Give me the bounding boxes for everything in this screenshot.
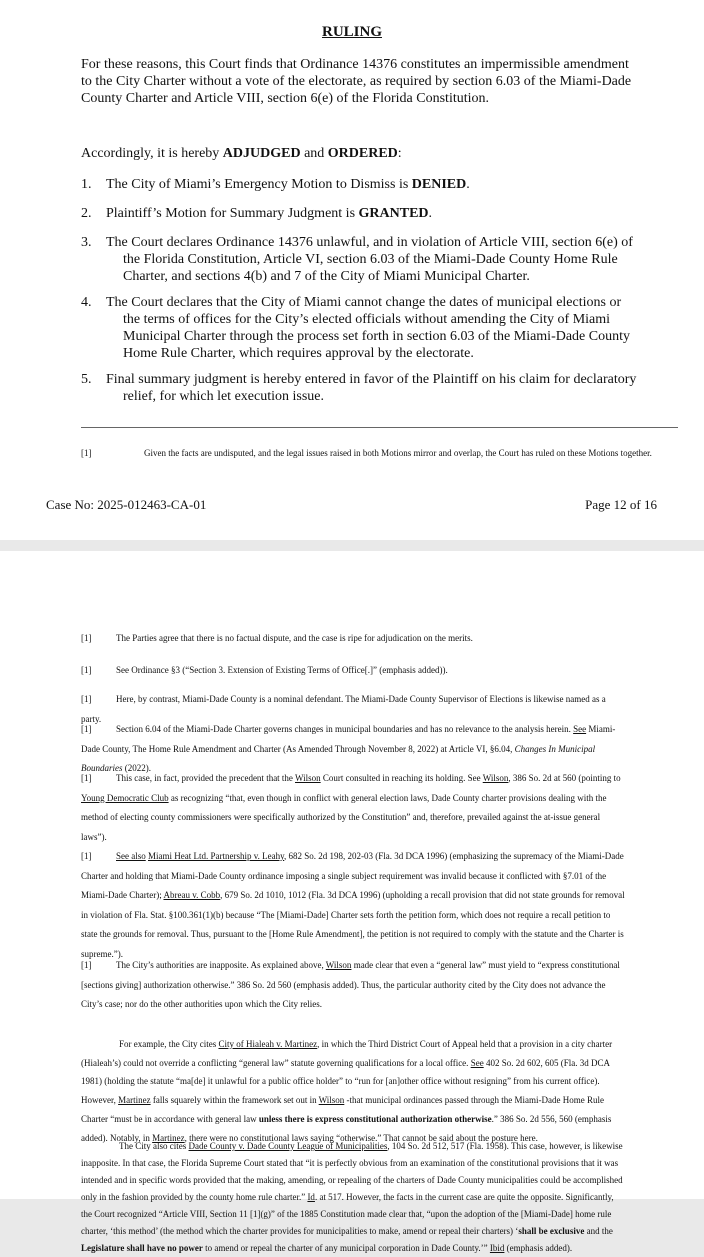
order-item-1: 1. The City of Miami’s Emergency Motion to Dismiss is DENIED. — [81, 177, 470, 192]
footnote-4: [1] Section 6.04 of the Miami-Dade Charter governs changes in municipal boundaries and has no relevance to the analysis herein. See Miami-Dade County, The Home Rule Amendment and Charter (As Amended Through November 8, 2022) at Article VI, §6.04, Changes In Municipal Boundaries (2022). — [81, 724, 616, 773]
footnote: [1] Given the facts are undisputed, and the legal issues raised in both Motions mirror and overlap, the Court has ruled on these Motions together. — [81, 448, 652, 458]
case-number: Case No: 2025-012463-CA-01 — [46, 497, 207, 512]
footnote-paragraph-league: The City also cites Dade County v. Dade County League of Municipalities, 104 So. 2d 512, 517 (Fla. 1958). This case, however, is likewise inapposite. In that case, the Florida Supreme Court stated that “it is perfectly obvious from an examination of the constitutional provisions that it was intended and in specific words provided that the making, amending, or repealing of the charters of Dade County municipalities could be accomplished only in the fashion provided by the county home rule charter.” Id. at 517. However, the facts in the current case are quite the opposite. Significantly, the Court recognized “Article VIII, Section 11 [1](g)” of the 1885 Constitution made clear that, “upon the adoption of the [Miami-Dade] home rule charter, ‘this method’ (the method which the charter provides for municipalities to make, amend or repeal their charters) ‘shall be exclusive and the Legislature shall have no power to amend or repeal the charter of any municipal corporation in Dade County.’” Ibid (emphasis added). — [81, 1141, 623, 1253]
adjudged-ordered-line: Accordingly, it is hereby ADJUDGED and ORDERED: — [81, 146, 402, 161]
document-page-12 — [0, 0, 704, 540]
order-item-2: 2. Plaintiff’s Motion for Summary Judgment is GRANTED. — [81, 206, 433, 221]
order-item-4: 4. The Court declares that the City of Miami cannot change the dates of municipal elections or the terms of offices for the City’s elected officials without amending the City of Miami Municipal Charter through the process set forth in section 6.03 of the Miami-Dade County Home Rule Charter, which requires approval by the electorate. — [81, 295, 631, 361]
footnote-7: [1] The City’s authorities are inapposite. As explained above, Wilson made clear that even a “general law” must yield to “express constitutional [sections giving] authorization otherwise.” 386 So. 2d 560 (emphasis added). Thus, the particular authority cited by the City does not advance the City’s case; nor do the other authorities upon which the City relies. — [81, 960, 620, 1009]
ruling-intro-paragraph: For these reasons, this Court finds that Ordinance 14376 constitutes an impermissible amendment to the City Charter without a vote of the electorate, as required by section 6.03 of the Miami-Dade County Charter and Article VIII, section 6(e) of the Florida Constitution. — [81, 57, 632, 106]
footnote-6: [1] See also Miami Heat Ltd. Partnership v. Leahy, 682 So. 2d 198, 202-03 (Fla. 3d DCA 1996) (emphasizing the supremacy of the Miami-Dade Charter and holding that Miami-Dade County ordinance imposing a single subject requirement was invalid because it conflicted with §7.01 of the Miami-Dade Charter); Abreau v. Cobb, 679 So. 2d 1010, 1012 (Fla. 3d DCA 1996) (upholding a recall provision that did not state grounds for removal in violation of Fla. Stat. §100.361(1)(b) because “The [Miami-Dade] Charter sets forth the petition form, which does not require a recall petition to state the grounds for removal. Thus, pursuant to the [Home Rule Amendment], the petition is not required to comply with the statute and the Charter is supreme.”). — [81, 851, 625, 959]
footnote-paragraph-hialeah: For example, the City cites City of Hialeah v. Martinez, in which the Third District Court of Appeal held that a provision in a city charter (Hialeah’s) could not override a conflicting “general law” statute governing qualifications for a local office. See 402 So. 2d 602, 605 (Fla. 3d DCA 1981) (holding the statute “ma[de] it unlawful for a public office holder” to “run for [an]other office without resigning” from his current office). However, Martinez falls squarely within the framework set out in Wilson -that municipal ordinances passed through the Miami-Dade Home Rule Charter “must be in accordance with general law unless there is express constitutional authorization otherwise.” 386 So. 2d 556, 560 (emphasis added). Notably, in Martinez, there were no constitutional laws saying “otherwise.” That cannot be said about the posture here. — [81, 1039, 613, 1143]
order-item-3: 3. The Court declares Ordinance 14376 unlawful, and in violation of Article VIII, section 6(e) of the Florida Constitution, Article VI, section 6.03 of the Miami-Dade County Home Rule Charter, and sections 4(b) and 7 of the City of Miami Municipal Charter. — [81, 235, 633, 284]
order-item-5: 5. Final summary judgment is hereby entered in favor of the Plaintiff on his claim for declaratory relief, for which let execution issue. — [81, 372, 637, 404]
document-page-footnotes — [0, 551, 704, 1253]
footnote-3: [1] Here, by contrast, Miami-Dade County is a nominal defendant. The Miami-Dade County Supervisor of Elections is likewise named as a party. — [81, 694, 606, 724]
footnote-divider — [81, 427, 678, 428]
page-number: Page 12 of 16 — [585, 497, 657, 512]
footnote-1: [1] The Parties agree that there is no factual dispute, and the case is ripe for adjudication on the merits. — [81, 633, 473, 643]
footnote-5: [1] This case, in fact, provided the precedent that the Wilson Court consulted in reaching its holding. See Wilson, 386 So. 2d at 560 (pointing to Young Democratic Club as recognizing “that, even though in conflict with general election laws, Dade County charter provisions dealing with the method of electing county commissioners were specifically authorized by the Constitution” and, therefore, prevailed against the at-issue general laws”). — [81, 773, 621, 842]
ruling-heading: RULING — [321, 24, 382, 40]
footnote-2: [1] See Ordinance §3 (“Section 3. Extension of Existing Terms of Office[.]” (emphasis added)). — [81, 665, 448, 675]
